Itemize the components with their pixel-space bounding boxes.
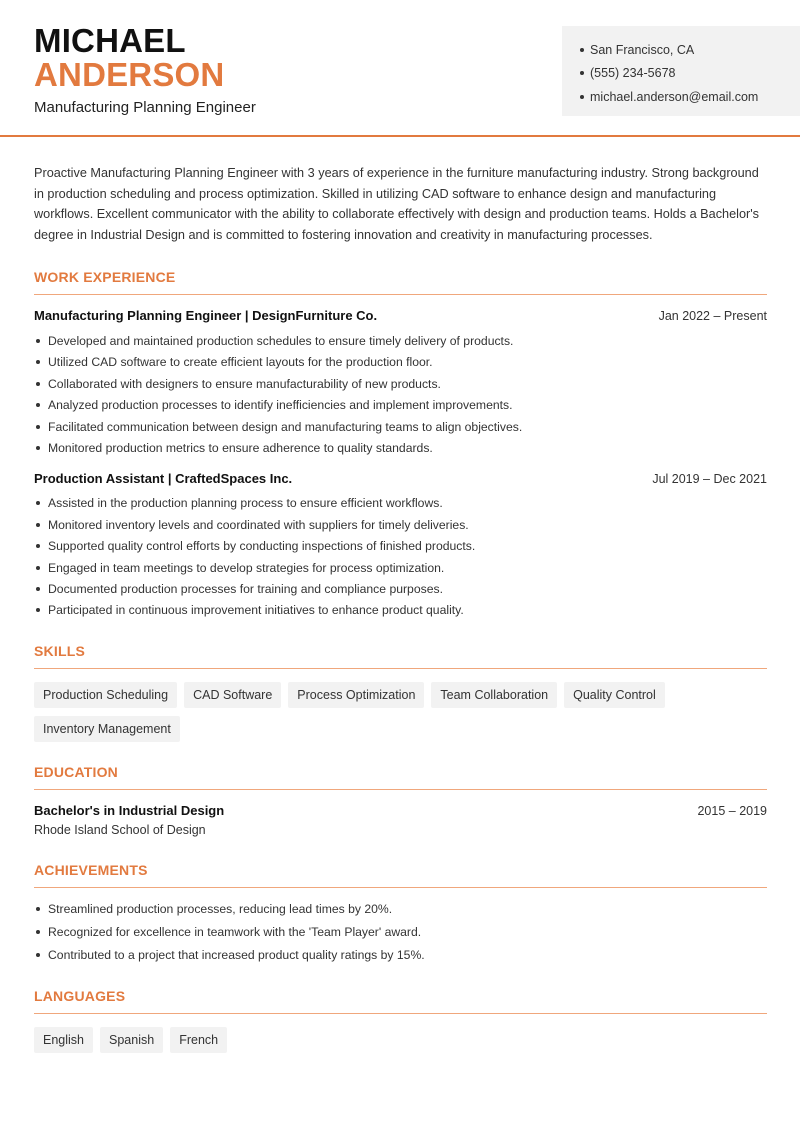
contact-location: San Francisco, CA: [562, 38, 800, 62]
bullet-icon: [36, 446, 40, 450]
last-name: ANDERSON: [34, 56, 225, 93]
achievements-list: [34, 898, 767, 966]
list-item: Monitored inventory levels and coordinated with suppliers for timely deliveries.: [34, 514, 767, 535]
list-item: Analyzed production processes to identify inefficiencies and implement improvements.: [34, 395, 767, 416]
work-title: Production Assistant | CraftedSpaces Inc.: [34, 470, 293, 486]
bullet-icon: [580, 71, 584, 75]
list-item: Collaborated with designers to ensure manufacturability of new products.: [34, 373, 767, 394]
school: Rhode Island School of Design: [34, 823, 206, 838]
bullet-icon: [36, 403, 40, 407]
work-date: Jul 2019 – Dec 2021: [652, 471, 767, 486]
language-tag: French: [170, 1027, 227, 1053]
bullet-icon: [36, 523, 40, 527]
section-title-education: EDUCATION: [34, 764, 767, 790]
work-entry-1: [34, 308, 767, 458]
skills-tags: [34, 682, 767, 750]
work-experience-section: [34, 269, 767, 621]
contact-email[interactable]: michael.anderson@email.com: [562, 85, 800, 109]
bullet-icon: [580, 95, 584, 99]
bullet-icon: [580, 48, 584, 52]
work-date: Jan 2022 – Present: [658, 309, 767, 324]
achievements-section: [34, 862, 767, 966]
skill-tag: Inventory Management: [34, 716, 180, 742]
list-item: Facilitated communication between design and manufacturing teams to align objectives.: [34, 416, 767, 437]
skill-tag: Team Collaboration: [431, 682, 557, 708]
list-item: Contributed to a project that increased product quality ratings by 15%.: [34, 943, 767, 966]
bullet-icon: [36, 425, 40, 429]
list-item: Assisted in the production planning process to ensure efficient workflows.: [34, 493, 767, 514]
list-item: Participated in continuous improvement initiatives to enhance product quality.: [34, 600, 767, 621]
bullet-icon: [36, 930, 40, 934]
list-item: Recognized for excellence in teamwork with the 'Team Player' award.: [34, 921, 767, 944]
language-tag: English: [34, 1027, 93, 1053]
list-item: Documented production processes for training and compliance purposes.: [34, 578, 767, 599]
languages-tags: [34, 1027, 767, 1061]
bullet-icon: [36, 544, 40, 548]
skill-tag: Production Scheduling: [34, 682, 177, 708]
skill-tag: Quality Control: [564, 682, 665, 708]
list-item: Developed and maintained production schedules to ensure timely delivery of products.: [34, 330, 767, 351]
list-item: Supported quality control efforts by conducting inspections of finished products.: [34, 536, 767, 557]
work-bullets: [34, 493, 767, 621]
summary: Proactive Manufacturing Planning Engineer with 3 years of experience in the furniture manufacturing industry. Strong background in production scheduling and process optimization. Skilled in utilizing CAD software to enhance design and manufacturing workflows. Excellent communicator with the ability to collaborate effectively with design and production teams. Holds a Bachelor's degree in Industrial Design and is committed to fostering innovation and creativity in manufacturing processes.: [34, 166, 760, 242]
first-name: MICHAEL: [34, 22, 186, 59]
section-title-languages: LANGUAGES: [34, 988, 767, 1014]
skill-tag: Process Optimization: [288, 682, 424, 708]
bullet-icon: [36, 953, 40, 957]
bullet-icon: [36, 382, 40, 386]
languages-section: [34, 988, 767, 1061]
education-date: 2015 – 2019: [697, 804, 767, 819]
bullet-icon: [36, 608, 40, 612]
list-item: Monitored production metrics to ensure adherence to quality standards.: [34, 437, 767, 458]
resume-header: [0, 0, 800, 137]
bullet-icon: [36, 360, 40, 364]
section-title-achievements: ACHIEVEMENTS: [34, 862, 767, 888]
skill-tag: CAD Software: [184, 682, 281, 708]
bullet-icon: [36, 587, 40, 591]
bullet-icon: [36, 566, 40, 570]
education-entry: [34, 803, 767, 837]
resume-body: [34, 163, 767, 1061]
work-entry-2: [34, 471, 767, 621]
section-title-work: WORK EXPERIENCE: [34, 269, 767, 295]
list-item: Engaged in team meetings to develop strategies for process optimization.: [34, 557, 767, 578]
skills-section: [34, 643, 767, 750]
list-item: Streamlined production processes, reducing lead times by 20%.: [34, 898, 767, 921]
section-title-skills: SKILLS: [34, 643, 767, 669]
contact-phone: (555) 234-5678: [562, 62, 800, 86]
degree: Bachelor's in Industrial Design: [34, 803, 225, 819]
work-bullets: [34, 330, 767, 458]
education-section: [34, 764, 767, 837]
job-title: Manufacturing Planning Engineer: [34, 99, 256, 116]
work-title: Manufacturing Planning Engineer | DesignFurniture Co.: [34, 308, 378, 324]
contact-box: [562, 26, 800, 116]
bullet-icon: [36, 339, 40, 343]
bullet-icon: [36, 501, 40, 505]
bullet-icon: [36, 907, 40, 911]
language-tag: Spanish: [100, 1027, 163, 1053]
list-item: Utilized CAD software to create efficient layouts for the production floor.: [34, 352, 767, 373]
